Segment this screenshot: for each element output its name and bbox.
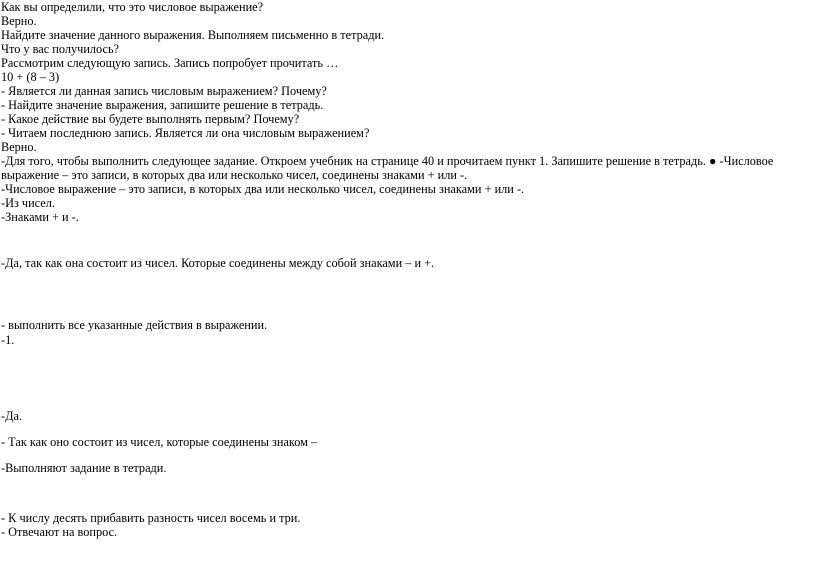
text-line: -Числовое выражение – это записи, в которых два или несколько чисел, соединены знаками + или -. [1,182,525,196]
text-line: Рассмотрим следующую запись. Запись попробует прочитать … [1,56,339,70]
text-line: -Да, так как она состоит из чисел. Которые соединены между собой знаками – и +. [1,256,435,270]
text-line: Верно. [1,140,37,154]
text-line: Верно. [1,14,37,28]
text-line: - Найдите значение выражения, запишите решение в тетрадь. [1,98,324,112]
paragraph: -Для того, чтобы выполнить следующее задание. Откроем учебник на странице 40 и прочитаем пункт 1. Запишите решение в тетрадь. ● -Числовое выражение – это записи, в которых два или несколько чисел, соединены знаками + или -. [1,154,774,182]
text-line: - Является ли данная запись числовым выражением? Почему? [1,84,327,98]
text-line: -Из чисел. [1,196,55,210]
text-line: -Да. [1,409,23,423]
expression-line: 10 + (8 – 3) [1,70,60,84]
text-line: Что у вас получилось? [1,42,120,56]
text-line: - К числу десять прибавить разность чисел восемь и три. [1,511,301,525]
text-line: - Отвечают на вопрос. [1,525,118,539]
text-line: - Так как оно состоит из чисел, которые соединены знаком – [1,435,318,449]
text-line: -Выполняют задание в тетради. [1,461,167,475]
text-line: -Знаками + и -. [1,210,79,224]
text-line: Найдите значение данного выражения. Выполняем письменно в тетради. [1,28,385,42]
text-line: - выполнить все указанные действия в выражении. [1,318,268,332]
text-line: - Читаем последнюю запись. Является ли она числовым выражением? [1,126,370,140]
text-line: Как вы определили, что это числовое выражение? [1,0,264,14]
text-line: -1. [1,333,15,347]
text-line: - Какое действие вы будете выполнять первым? Почему? [1,112,300,126]
